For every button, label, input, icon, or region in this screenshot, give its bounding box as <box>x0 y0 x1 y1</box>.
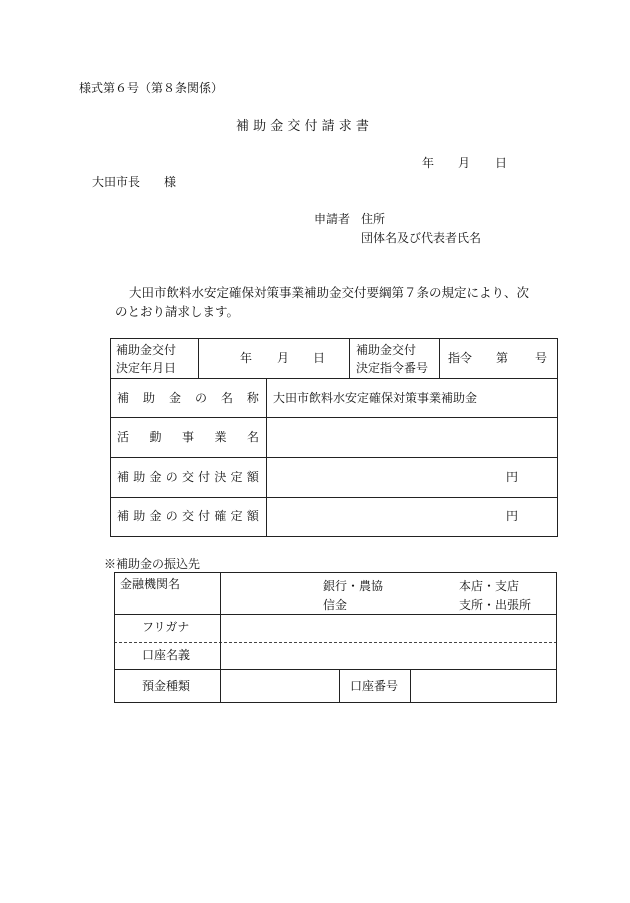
table-line <box>556 572 557 703</box>
table-line <box>339 669 340 703</box>
table-dashed-line <box>114 642 557 643</box>
label-char: 動 <box>149 430 162 444</box>
table-line <box>110 457 558 458</box>
bank-type-1: 銀行・農協 <box>323 579 384 593</box>
account-number-label: 口座番号 <box>350 679 399 693</box>
table-line <box>114 702 557 703</box>
decision-date-year: 年 <box>240 351 253 365</box>
decision-date-month: 月 <box>277 351 290 365</box>
applicant-label: 申請者 <box>314 212 351 226</box>
label-char: 助 <box>133 470 146 484</box>
date-day-label: 日 <box>495 156 508 170</box>
addressee: 大田市長 様 <box>92 175 177 189</box>
label-char: 助 <box>142 391 155 405</box>
label-char: 事 <box>181 430 194 444</box>
label-char: 金 <box>149 470 162 484</box>
table-line <box>110 338 111 537</box>
label-char: 補 <box>117 391 130 405</box>
table-line <box>114 669 557 670</box>
label-char: 金 <box>149 509 162 523</box>
table-line <box>110 497 558 498</box>
table-line <box>110 536 558 537</box>
deposit-type-label: 預金種類 <box>142 679 191 693</box>
bank-type-2: 信金 <box>323 598 348 612</box>
order-number-label-1: 補助金交付 <box>356 343 417 357</box>
label-char: 定 <box>230 509 243 523</box>
order-number-label-2: 決定指令番号 <box>356 361 429 375</box>
form-number: 様式第６号（第８条関係） <box>79 81 224 95</box>
subsidy-name-label <box>117 392 259 404</box>
label-char: 名 <box>246 430 259 444</box>
decision-date-label-1: 補助金交付 <box>116 343 177 357</box>
label-char: 活 <box>117 430 130 444</box>
body-text-line-1: 大田市飲料水安定確保対策事業補助金交付要綱第７条の規定により、次 <box>129 285 530 300</box>
bank-section-title: ※補助金の振込先 <box>104 557 201 571</box>
institution-label: 金融機関名 <box>120 577 181 591</box>
order-prefix: 指令 <box>448 351 473 365</box>
label-char: 交 <box>181 509 194 523</box>
label-char: 付 <box>198 470 211 484</box>
activity-name-label <box>117 431 259 443</box>
decision-date-label-2: 決定年月日 <box>116 361 177 375</box>
decided-amount-yen: 円 <box>506 470 519 484</box>
table-line <box>557 338 558 537</box>
label-char: の <box>165 470 178 484</box>
label-char: 補 <box>117 509 130 523</box>
furigana-label: フリガナ <box>142 620 190 634</box>
label-char: 決 <box>214 470 227 484</box>
decision-date-day: 日 <box>313 351 326 365</box>
label-char: 額 <box>246 509 259 523</box>
account-name-label: 口座名義 <box>142 648 191 662</box>
table-line <box>110 338 558 339</box>
subsidy-name-value: 大田市飲料水安定確保対策事業補助金 <box>273 391 478 405</box>
label-char: 交 <box>181 470 194 484</box>
branch-type-2: 支所・出張所 <box>459 598 532 612</box>
table-line <box>349 338 350 378</box>
date-month-label: 月 <box>458 156 471 170</box>
order-dai: 第 <box>496 351 509 365</box>
confirmed-amount-label <box>117 510 259 522</box>
table-line <box>439 338 440 378</box>
address-label: 住所 <box>361 212 386 226</box>
table-line <box>114 572 557 573</box>
table-line <box>114 614 557 615</box>
label-char: 額 <box>246 470 259 484</box>
table-line <box>220 572 221 703</box>
label-char: 定 <box>230 470 243 484</box>
date-year-label: 年 <box>422 156 435 170</box>
table-line <box>198 338 199 378</box>
label-char: 名 <box>220 391 233 405</box>
organization-label: 団体名及び代表者氏名 <box>361 231 482 245</box>
confirmed-amount-yen: 円 <box>506 509 519 523</box>
document-title: 補 助 金 交 付 請 求 書 <box>236 119 369 134</box>
label-char: 付 <box>198 509 211 523</box>
label-char: 助 <box>133 509 146 523</box>
label-char: 確 <box>214 509 227 523</box>
label-char: 称 <box>246 391 259 405</box>
table-line <box>410 669 411 703</box>
label-char: 補 <box>117 470 130 484</box>
branch-type-1: 本店・支店 <box>459 579 520 593</box>
order-go: 号 <box>535 351 548 365</box>
table-line <box>114 572 115 703</box>
table-line <box>110 378 558 379</box>
body-text-line-2: のとおり請求します。 <box>115 304 240 319</box>
decided-amount-label <box>117 471 259 483</box>
label-char: の <box>194 391 207 405</box>
label-char: 業 <box>214 430 227 444</box>
table-line <box>266 378 267 537</box>
label-char: 金 <box>168 391 181 405</box>
label-char: の <box>165 509 178 523</box>
table-line <box>110 417 558 418</box>
